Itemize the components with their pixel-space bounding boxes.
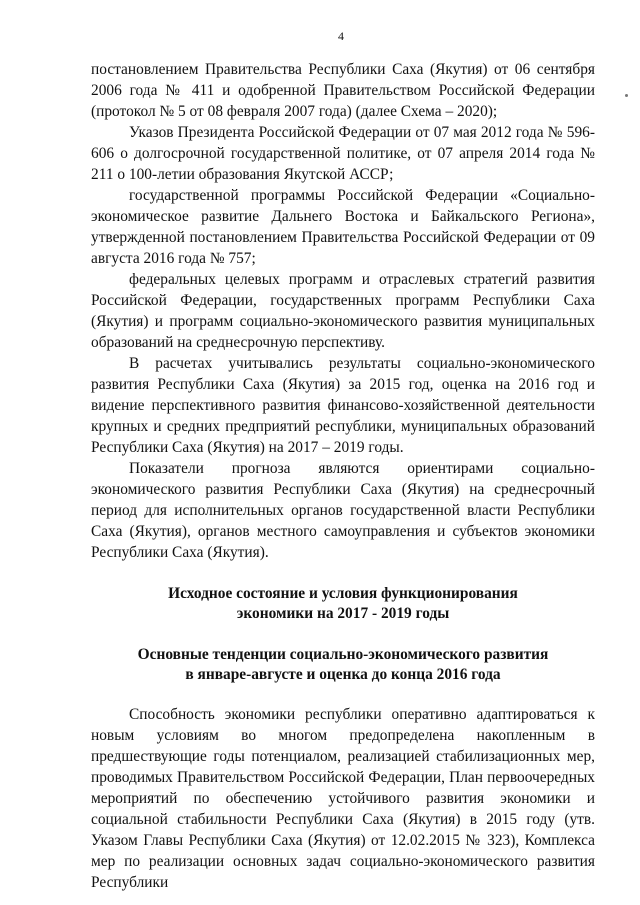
paragraph: Способность экономики республики оперативно адаптироваться к новым условиям во многом предопределена накопленным в предшествующие годы потенциалом, реализацией стабилизационных мер, проводимых Правительством Российской Федерации, План первоочередных мероприятий по обеспечению устойчивого развития экономики и социальной стабильности Республики Саха (Якутия) в 2015 году (утв. Указом Главы Республики Саха (Якутия) от 12.02.2015 № 323), Комплекса мер по реализации основных задач социально-экономического развития Республики [91,706,595,891]
paragraph: постановлением Правительства Республики Саха (Якутия) от 06 сентября 2006 года № 411 и одобренной Правительством Российской Федерации (протокол № 5 от 08 февраля 2007 года) (далее Схема – 2020); [91,61,595,120]
margin-mark [625,94,628,97]
section-heading-line: экономики на 2017 - 2019 годы [236,605,450,622]
section-heading [91,584,595,624]
subsection-heading-line: Основные тенденции социально-экономического развития [137,646,549,663]
subsection-heading [91,645,595,685]
paragraph: В расчетах учитывались результаты социально-экономического развития Республики Саха (Якутия) за 2015 год, оценка на 2016 год и видение перспективного развития финансово-хозяйственной деятельности крупных и средних предприятий республики, муниципальных образований Республики Саха (Якутия) на 2017 – 2019 годы. [91,355,595,456]
paragraph: федеральных целевых программ и отраслевых стратегий развития Российской Федерации, государственных программ Республики Саха (Якутия) и программ социально-экономического развития муниципальных образований на среднесрочную перспективу. [91,271,595,351]
paragraph: Показатели прогноза являются ориентирами социально-экономического развития Республики Саха (Якутия) на среднесрочный период для исполнительных органов государственной власти Республики Саха (Якутия), органов местного самоуправления и субъектов экономики Республики Саха (Якутия). [91,460,595,561]
page-number: 4 [338,29,344,43]
paragraph: государственной программы Российской Федерации «Социально-экономическое развитие Дальнего Востока и Байкальского Региона», утвержденной постановлением Правительства Российской Федерации от 09 августа 2016 года № 757; [91,187,595,267]
subsection-heading-line: в январе-августе и оценка до конца 2016 года [185,666,501,683]
document-body [91,59,595,893]
section-heading-line: Исходное состояние и условия функционирования [168,585,518,602]
paragraph: Указов Президента Российской Федерации от 07 мая 2012 года № 596-606 о долгосрочной государственной политике, от 07 апреля 2014 года № 211 о 100-летии образования Якутской АССР; [91,124,595,183]
